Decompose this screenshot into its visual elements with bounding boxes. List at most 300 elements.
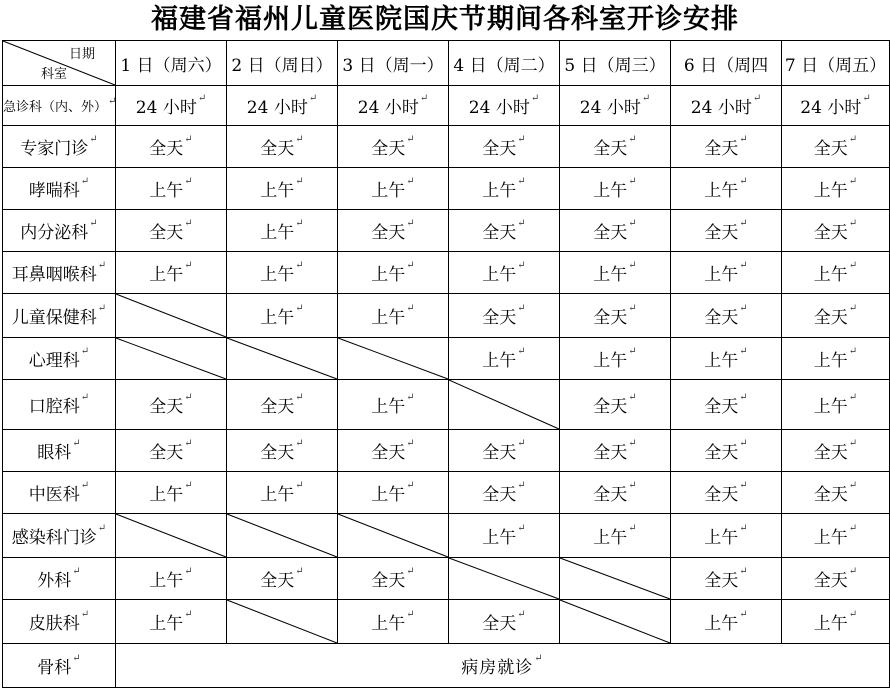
paragraph-mark-icon: ↵ [848,260,858,271]
schedule-cell [560,472,671,514]
paragraph-mark-icon: ↵ [517,260,526,271]
schedule-cell [560,126,671,168]
schedule-value: 全天 [704,443,739,463]
schedule-value: 24 小时 [579,98,641,118]
table-row [3,338,890,380]
department-label: 急诊科（内、外） [3,100,108,115]
schedule-cell [338,126,449,168]
paragraph-mark-icon: ↵ [80,176,90,187]
department-label: 儿童保健科 [11,308,97,328]
paragraph-mark-icon: ↵ [739,303,748,314]
closed-cell [560,558,671,600]
merged-schedule-cell [116,644,890,688]
paragraph-mark-icon: ↵ [848,566,858,577]
schedule-cell [560,514,671,558]
paragraph-mark-icon: ↵ [517,134,526,145]
schedule-cell [671,514,782,558]
schedule-value: 全天 [371,571,406,591]
department-cell [3,168,116,210]
schedule-value: 上午 [149,181,184,201]
table-row [3,644,890,688]
schedule-cell [782,86,890,126]
department-label: 皮肤科 [28,614,80,634]
paragraph-mark-icon: ↵ [739,523,748,534]
paragraph-mark-icon: ↵ [72,653,81,664]
schedule-value: 全天 [260,443,295,463]
paragraph-mark-icon: ↵ [517,609,526,620]
paragraph-mark-icon: ↵ [848,134,858,145]
closed-cell [116,294,227,338]
schedule-value: 全天 [704,397,739,417]
schedule-cell [782,252,890,294]
schedule-value: 上午 [593,181,628,201]
schedule-cell [116,600,227,644]
paragraph-mark-icon: ↵ [862,93,871,104]
schedule-value: 全天 [260,139,295,159]
department-label: 专家门诊 [20,139,89,159]
schedule-cell [227,380,338,430]
paragraph-mark-icon: ↵ [406,176,415,187]
schedule-value: 上午 [593,528,628,548]
paragraph-mark-icon: ↵ [848,176,858,187]
department-label: 外科 [37,571,72,591]
schedule-cell [116,168,227,210]
day-header-label: 6 日（周四 [683,55,769,76]
schedule-cell [227,430,338,472]
schedule-cell [560,338,671,380]
table-row [3,126,890,168]
closed-diagonal-line [449,380,559,429]
paragraph-mark-icon: ↵ [739,566,748,577]
closed-diagonal-line [116,294,226,337]
schedule-cell [671,430,782,472]
table-row [3,430,890,472]
schedule-cell [116,86,227,126]
schedule-value: 全天 [260,571,295,591]
paragraph-mark-icon: ↵ [517,176,526,187]
schedule-cell [782,472,890,514]
schedule-cell [782,168,890,210]
department-label: 骨科 [37,658,72,678]
schedule-cell [116,380,227,430]
schedule-cell [227,126,338,168]
closed-diagonal-line [338,514,448,557]
schedule-value: 全天 [704,139,739,159]
schedule-table [2,40,890,688]
schedule-cell [782,210,890,252]
schedule-value: 全天 [593,308,628,328]
paragraph-mark-icon: ↵ [628,218,637,229]
schedule-cell [560,294,671,338]
schedule-cell [671,252,782,294]
day-header-cell [449,41,560,86]
paragraph-mark-icon: ↵ [295,260,304,271]
paragraph-mark-icon: ↵ [80,480,90,491]
paragraph-mark-icon: ↵ [97,523,107,534]
schedule-value: 全天 [813,485,848,505]
closed-cell [116,514,227,558]
schedule-value: 上午 [149,265,184,285]
schedule-value: 上午 [813,614,848,634]
table-row [3,86,890,126]
paragraph-mark-icon: ↵ [628,392,637,403]
paragraph-mark-icon: ↵ [739,438,748,449]
schedule-value: 24 小时 [800,98,862,118]
paragraph-mark-icon: ↵ [739,260,748,271]
schedule-value: 上午 [260,308,295,328]
schedule-value: 全天 [149,397,184,417]
schedule-cell [560,168,671,210]
table-row [3,294,890,338]
paragraph-mark-icon: ↵ [641,93,651,104]
schedule-value: 全天 [149,443,184,463]
schedule-value: 全天 [482,614,517,634]
schedule-cell [782,338,890,380]
paragraph-mark-icon: ↵ [752,93,762,104]
paragraph-mark-icon: ↵ [108,96,117,107]
closed-cell [227,514,338,558]
paragraph-mark-icon: ↵ [80,346,90,357]
schedule-cell [449,600,560,644]
closed-diagonal-line [449,558,559,599]
day-header-cell [116,41,227,86]
schedule-value: 全天 [704,571,739,591]
schedule-cell [449,252,560,294]
department-cell [3,252,116,294]
paragraph-mark-icon: ↵ [406,134,415,145]
paragraph-mark-icon: ↵ [628,480,637,491]
schedule-value: 上午 [704,614,739,634]
schedule-value: 全天 [149,139,184,159]
closed-cell [227,338,338,380]
schedule-cell [116,126,227,168]
paragraph-mark-icon: ↵ [184,480,193,491]
corner-dept-label: 科室 [41,67,68,82]
schedule-cell [227,252,338,294]
closed-diagonal-line [116,338,226,379]
schedule-value: 上午 [813,265,848,285]
department-cell [3,472,116,514]
schedule-cell [116,210,227,252]
day-header-label: 5 日（周三） [564,55,666,76]
paragraph-mark-icon: ↵ [517,480,526,491]
department-label: 眼科 [37,443,72,463]
paragraph-mark-icon: ↵ [295,176,304,187]
paragraph-mark-icon: ↵ [184,392,193,403]
schedule-cell [227,558,338,600]
schedule-cell [560,252,671,294]
paragraph-mark-icon: ↵ [406,260,415,271]
schedule-cell [671,600,782,644]
paragraph-mark-icon: ↵ [848,346,858,357]
closed-cell [560,600,671,644]
schedule-value: 上午 [260,485,295,505]
schedule-cell [449,168,560,210]
schedule-value: 全天 [593,223,628,243]
day-header-label: 7 日（周五） [784,55,887,76]
schedule-value: 全天 [813,308,848,328]
schedule-cell [782,126,890,168]
schedule-cell [449,338,560,380]
schedule-value: 上午 [260,265,295,285]
day-header-label: 4 日（周二） [453,55,555,76]
department-cell [3,380,116,430]
department-cell [3,644,116,688]
schedule-cell [116,558,227,600]
paragraph-mark-icon: ↵ [739,218,748,229]
schedule-value: 上午 [593,351,628,371]
paragraph-mark-icon: ↵ [295,303,304,314]
schedule-value: 24 小时 [357,98,419,118]
schedule-cell [449,430,560,472]
schedule-cell [338,558,449,600]
day-header-label: 2 日（周日） [231,55,333,76]
paragraph-mark-icon: ↵ [517,523,526,534]
paragraph-mark-icon: ↵ [628,438,637,449]
schedule-value: 上午 [482,265,517,285]
schedule-cell [227,86,338,126]
paragraph-mark-icon: ↵ [295,134,304,145]
schedule-cell [560,86,671,126]
schedule-value: 全天 [593,139,628,159]
closed-cell [116,338,227,380]
schedule-value: 全天 [593,443,628,463]
paragraph-mark-icon: ↵ [848,480,858,491]
schedule-value: 全天 [593,485,628,505]
day-header-cell [782,41,890,86]
schedule-cell [671,380,782,430]
closed-diagonal-line [116,514,226,557]
schedule-cell [449,514,560,558]
department-cell [3,600,116,644]
paragraph-mark-icon: ↵ [406,566,415,577]
closed-cell [338,514,449,558]
schedule-value: 上午 [371,308,406,328]
schedule-value: 上午 [813,528,848,548]
schedule-cell [338,210,449,252]
schedule-cell [338,294,449,338]
paragraph-mark-icon: ↵ [406,392,415,403]
table-row [3,210,890,252]
table-row [3,168,890,210]
closed-cell [449,558,560,600]
schedule-cell [782,600,890,644]
paragraph-mark-icon: ↵ [295,392,304,403]
schedule-value: 全天 [813,443,848,463]
paragraph-mark-icon: ↵ [739,346,748,357]
department-cell [3,430,116,472]
schedule-value: 上午 [371,614,406,634]
schedule-value: 上午 [813,181,848,201]
paragraph-mark-icon: ↵ [517,218,526,229]
schedule-value: 上午 [371,485,406,505]
paragraph-mark-icon: ↵ [184,134,193,145]
header-row [3,41,890,86]
paragraph-mark-icon: ↵ [419,93,429,104]
schedule-value: 上午 [482,181,517,201]
paragraph-mark-icon: ↵ [406,438,415,449]
paragraph-mark-icon: ↵ [89,134,98,145]
day-header-cell [227,41,338,86]
schedule-cell [671,126,782,168]
schedule-value: 上午 [149,485,184,505]
paragraph-mark-icon: ↵ [97,303,107,314]
schedule-value: 上午 [704,181,739,201]
schedule-value: 上午 [593,265,628,285]
schedule-value: 全天 [260,397,295,417]
schedule-value: 全天 [482,443,517,463]
day-header-label: 1 日（周六） [120,55,222,76]
schedule-cell [338,168,449,210]
closed-diagonal-line [227,600,337,643]
paragraph-mark-icon: ↵ [406,218,415,229]
schedule-value: 全天 [704,223,739,243]
schedule-cell [338,430,449,472]
department-label: 哮喘科 [28,181,80,201]
department-cell [3,210,116,252]
closed-diagonal-line [227,338,337,379]
schedule-cell [782,294,890,338]
schedule-value: 24 小时 [135,98,197,118]
schedule-cell [782,514,890,558]
table-row [3,600,890,644]
table-row [3,514,890,558]
schedule-value: 全天 [371,139,406,159]
schedule-cell [116,472,227,514]
day-header-label: 3 日（周一） [342,55,444,76]
schedule-value: 上午 [482,351,517,371]
paragraph-mark-icon: ↵ [628,346,637,357]
paragraph-mark-icon: ↵ [739,176,748,187]
schedule-value: 全天 [371,223,406,243]
paragraph-mark-icon: ↵ [295,566,304,577]
schedule-value: 24 小时 [468,98,530,118]
closed-diagonal-line [338,338,448,379]
closed-diagonal-line [227,514,337,557]
schedule-cell [449,472,560,514]
schedule-cell [671,338,782,380]
department-cell [3,86,116,126]
paragraph-mark-icon: ↵ [72,566,81,577]
paragraph-mark-icon: ↵ [628,260,637,271]
table-row [3,558,890,600]
schedule-cell [338,86,449,126]
paragraph-mark-icon: ↵ [308,93,318,104]
schedule-cell [560,430,671,472]
paragraph-mark-icon: ↵ [628,134,637,145]
paragraph-mark-icon: ↵ [184,438,193,449]
closed-cell [449,380,560,430]
schedule-value: 全天 [371,443,406,463]
schedule-value: 全天 [813,571,848,591]
schedule-value: 上午 [260,181,295,201]
schedule-cell [227,210,338,252]
schedule-cell [671,558,782,600]
merged-schedule-value: 病房就诊 [461,658,534,678]
paragraph-mark-icon: ↵ [97,260,107,271]
paragraph-mark-icon: ↵ [406,480,415,491]
department-label: 内分泌科 [20,223,89,243]
corner-header-cell [3,41,116,86]
schedule-cell [449,86,560,126]
paragraph-mark-icon: ↵ [739,480,748,491]
schedule-value: 上午 [371,397,406,417]
schedule-cell [449,126,560,168]
paragraph-mark-icon: ↵ [184,609,193,620]
department-label: 感染科门诊 [11,528,97,548]
paragraph-mark-icon: ↵ [530,93,540,104]
schedule-cell [671,86,782,126]
schedule-cell [560,380,671,430]
department-label: 耳鼻咽喉科 [11,265,97,285]
schedule-value: 上午 [704,351,739,371]
department-cell [3,338,116,380]
paragraph-mark-icon: ↵ [848,218,858,229]
paragraph-mark-icon: ↵ [197,93,207,104]
schedule-cell [116,252,227,294]
schedule-value: 全天 [593,397,628,417]
schedule-value: 全天 [149,223,184,243]
schedule-value: 全天 [813,139,848,159]
paragraph-mark-icon: ↵ [848,523,858,534]
schedule-cell [782,558,890,600]
paragraph-mark-icon: ↵ [739,134,748,145]
department-label: 口腔科 [28,397,80,417]
closed-diagonal-line [560,600,670,643]
paragraph-mark-icon: ↵ [517,438,526,449]
schedule-value: 全天 [704,308,739,328]
table-row [3,472,890,514]
schedule-value: 全天 [482,485,517,505]
schedule-value: 全天 [482,223,517,243]
page-title: 福建省福州儿童医院国庆节期间各科室开诊安排 [151,4,739,35]
department-cell [3,126,116,168]
schedule-value: 上午 [704,528,739,548]
schedule-cell [227,472,338,514]
schedule-cell [227,294,338,338]
schedule-value: 24 小时 [246,98,308,118]
paragraph-mark-icon: ↵ [628,523,637,534]
department-label: 心理科 [28,351,80,371]
paragraph-mark-icon: ↵ [848,438,858,449]
schedule-value: 上午 [149,614,184,634]
paragraph-mark-icon: ↵ [72,438,81,449]
table-row [3,252,890,294]
schedule-value: 上午 [482,528,517,548]
paragraph-mark-icon: ↵ [184,218,193,229]
schedule-value: 全天 [813,223,848,243]
paragraph-mark-icon: ↵ [628,176,637,187]
day-header-cell [338,41,449,86]
closed-cell [227,600,338,644]
paragraph-mark-icon: ↵ [848,392,858,403]
table-row [3,380,890,430]
department-cell [3,294,116,338]
paragraph-mark-icon: ↵ [89,218,98,229]
schedule-value: 上午 [260,223,295,243]
paragraph-mark-icon: ↵ [184,260,193,271]
schedule-cell [116,430,227,472]
schedule-value: 上午 [813,351,848,371]
schedule-cell [560,210,671,252]
paragraph-mark-icon: ↵ [184,566,193,577]
schedule-value: 全天 [704,485,739,505]
schedule-value: 全天 [482,308,517,328]
schedule-cell [449,294,560,338]
paragraph-mark-icon: ↵ [739,392,748,403]
schedule-value: 上午 [149,571,184,591]
paragraph-mark-icon: ↵ [406,609,415,620]
